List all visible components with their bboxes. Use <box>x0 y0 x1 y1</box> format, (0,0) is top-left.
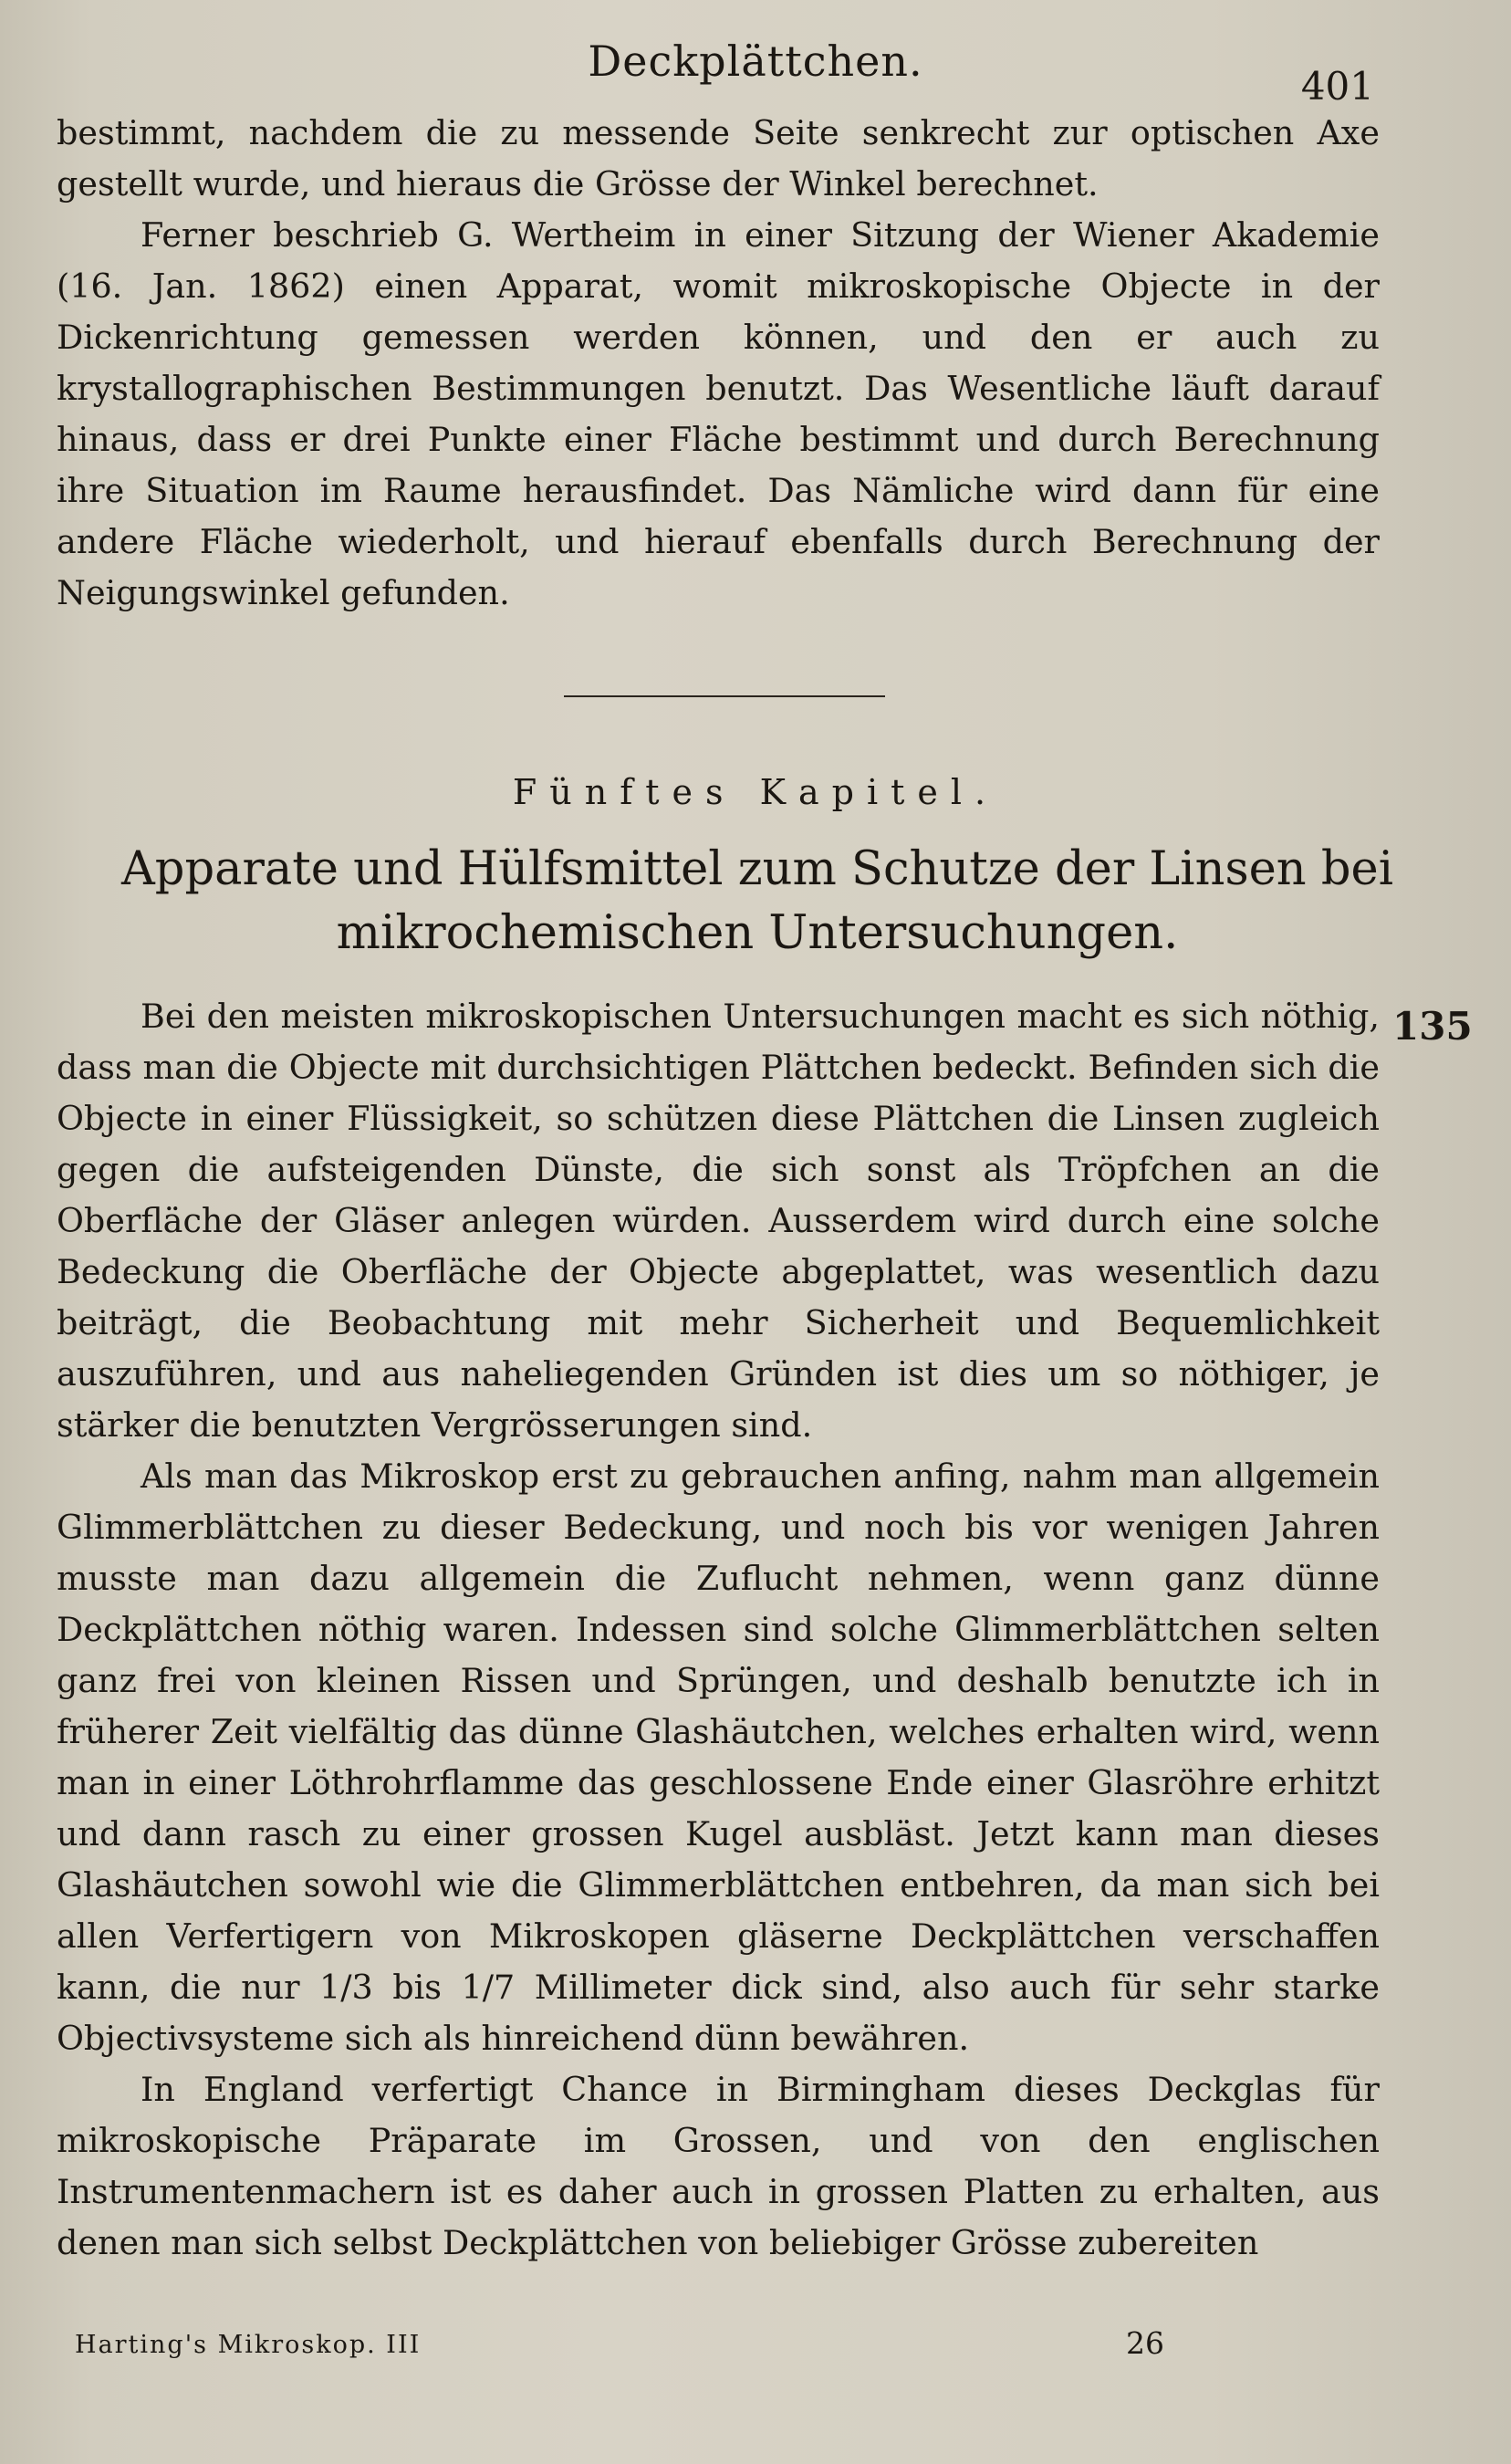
paragraph-cover-glasses: Bei den meisten mikroskopischen Untersuchungen macht es sich nöthig, dass man die Objecte mit durchsichtigen Plättchen bedeckt. Befinden sich die Objecte in einer Flüssigkeit, so schützen diese Plättchen die Linsen zugleich gegen die aufsteigenden Dünste, die sich sonst als Tröpfchen an die Oberfläche der Gläser anlegen würden. Ausserdem wird durch eine solche Bedeckung die Oberfläche der Objecte abgeplattet, was wesentlich dazu beiträgt, die Beobachtung mit mehr Sicherheit und Bequemlichkeit auszuführen, und aus naheliegenden Gründen ist dies um so nöthiger, je stärker die benutzten Vergrösserungen sind. <box>57 997 1380 1445</box>
footer-signature-mark: 26 <box>1126 2325 1164 2361</box>
paragraph-england: In England verfertigt Chance in Birmingham dieses Deckglas für mikroskopische Präparate im Grossen, und von den englischen Instrumentenmachern ist es daher auch in grossen Platten zu erhalten, aus denen man sich selbst Deckplättchen von beliebiger Grösse zubereiten <box>57 2070 1380 2262</box>
running-title: Deckplättchen. <box>588 37 923 86</box>
chapter-title-line-1: Apparate und Hülfsmittel zum Schutze der Linsen bei <box>120 842 1394 896</box>
footer-signature: Harting's Mikroskop. III <box>75 2331 422 2359</box>
chapter-title-line-2: mikrochemischen Untersuchungen. <box>336 906 1179 960</box>
top-section <box>57 108 1380 619</box>
chapter-label: Fünftes Kapitel. <box>512 772 999 812</box>
running-head <box>0 37 1511 109</box>
page-number: 401 <box>1300 64 1374 109</box>
margin-section-number: 135 <box>1392 1004 1473 1049</box>
paragraph-mica: Als man das Mikroskop erst zu gebrauchen anfing, nahm man allgemein Glimmerblättchen zu dieser Bedeckung, und noch bis vor wenigen Jahren musste man dazu allgemein die Zuflucht nehmen, wenn ganz dünne Deckplättchen nöthig waren. Indessen sind solche Glimmerblättchen selten ganz frei von kleinen Rissen und Sprüngen, und deshalb benutzte ich in früherer Zeit vielfältig das dünne Glashäutchen, welches erhalten wird, wenn man in einer Löthrohrflamme das geschlossene Ende einer Glasröhre erhitzt und dann rasch zu einer grossen Kugel ausbläst. Jetzt kann man dieses Glashäutchen sowohl wie die Glimmerblättchen entbehren, da man sich bei allen Verfertigern von Mikroskopen gläserne Deckplättchen verschaffen kann, die nur 1/3 bis 1/7 Millimeter dick sind, also auch für sehr starke Objectivsysteme sich als hinreichend dünn bewähren. <box>57 1456 1380 2058</box>
section-divider <box>564 695 885 697</box>
chapter-title <box>73 838 1442 966</box>
main-section <box>57 991 1380 2269</box>
paragraph-continuation: bestimmt, nachdem die zu messende Seite senkrecht zur optischen Axe gestellt wurde, und hieraus die Grösse der Winkel berechnet. <box>57 113 1380 204</box>
paragraph-wertheim: Ferner beschrieb G. Wertheim in einer Sitzung der Wiener Akademie (16. Jan. 1862) einen Apparat, womit mikroskopische Objecte in der Dickenrichtung gemessen werden können, und den er auch zu krystallographischen Bestimmungen benutzt. Das Wesentliche läuft darauf hinaus, dass er drei Punkte einer Fläche bestimmt und durch Berechnung ihre Situation im Raume herausfindet. Das Nämliche wird dann für eine andere Fläche wiederholt, und hierauf ebenfalls durch Berechnung der Neigungswinkel gefunden. <box>57 215 1380 612</box>
